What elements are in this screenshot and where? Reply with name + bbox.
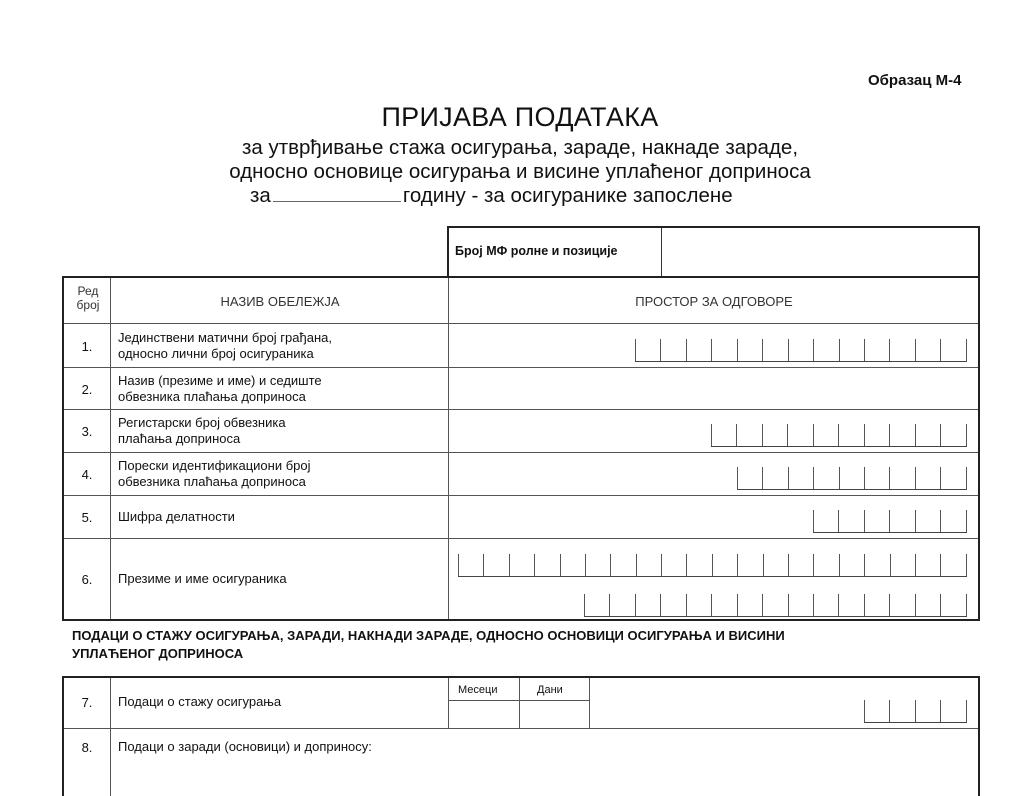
cell-tick <box>635 339 636 361</box>
cell-tick <box>636 554 637 576</box>
header-row-number-line1: Ред <box>77 284 99 298</box>
row-label: Подаци о стажу осигурања <box>118 694 282 709</box>
cell-tick <box>737 594 738 616</box>
cell-tick <box>584 594 585 616</box>
cell-tick <box>711 594 712 616</box>
form-title: ПРИЈАВА ПОДАТАКА <box>381 102 659 132</box>
activity-code-cells[interactable] <box>813 508 967 533</box>
row-label: Презиме и име осигураника <box>118 571 287 586</box>
row-label <box>118 458 438 490</box>
row-label <box>118 373 438 405</box>
row-label-line1: Порески идентификациони број <box>118 458 311 473</box>
col-divider-3 <box>519 678 520 728</box>
cell-tick <box>864 554 865 576</box>
cell-tick <box>839 339 840 361</box>
cell-tick <box>966 467 967 489</box>
row-number: 4. <box>81 467 93 482</box>
cell-tick <box>839 554 840 576</box>
payer-name-input[interactable] <box>450 368 978 408</box>
row-divider <box>64 495 978 496</box>
col-divider-2 <box>448 278 449 619</box>
cell-tick <box>889 510 890 532</box>
cell-tick <box>940 467 941 489</box>
cell-tick <box>788 467 789 489</box>
cell-tick <box>686 339 687 361</box>
cell-tick <box>864 424 865 446</box>
cell-tick <box>610 554 611 576</box>
cell-tick <box>762 424 763 446</box>
cell-tick <box>762 339 763 361</box>
cell-tick <box>483 554 484 576</box>
cell-tick <box>813 339 814 361</box>
row-label <box>118 415 438 447</box>
cell-tick <box>762 467 763 489</box>
data-table <box>62 276 980 621</box>
row-label: Шифра делатности <box>118 509 235 524</box>
cell-tick <box>839 467 840 489</box>
row-number: 1. <box>81 339 93 354</box>
cell-tick <box>788 554 789 576</box>
row-label: Подаци о заради (основици) и доприносу: <box>118 739 372 754</box>
days-label: Дани <box>537 684 563 696</box>
cell-tick <box>864 339 865 361</box>
cell-tick <box>889 424 890 446</box>
row-number: 5. <box>81 510 93 525</box>
mf-divider <box>661 228 662 276</box>
cell-tick <box>813 510 814 532</box>
subtitle-year-suffix: годину - за осигуранике запослене <box>402 184 733 207</box>
months-label: Месеци <box>458 684 498 696</box>
mf-roll-box <box>447 226 980 278</box>
insurance-data-table <box>62 676 980 796</box>
surname-cells[interactable] <box>458 552 967 577</box>
cell-tick <box>458 554 459 576</box>
first-name-cells[interactable] <box>584 592 967 617</box>
cell-tick <box>966 424 967 446</box>
cell-tick <box>560 554 561 576</box>
cell-tick <box>813 424 814 446</box>
cell-tick <box>940 594 941 616</box>
cell-tick <box>940 424 941 446</box>
cell-tick <box>711 339 712 361</box>
year-blank-field[interactable] <box>273 185 401 202</box>
row-divider <box>64 728 978 729</box>
form-subtitle-line3 <box>250 184 733 208</box>
row-label-line1: Јединствени матични број грађана, <box>118 330 332 345</box>
tax-id-cells[interactable] <box>737 465 967 490</box>
cell-tick <box>838 510 839 532</box>
cell-tick <box>915 594 916 616</box>
mf-roll-label: Број МФ ролне и позиције <box>455 244 618 258</box>
section-heading-line2: УПЛАЋЕНОГ ДОПРИНОСА <box>72 646 244 661</box>
cell-tick <box>635 594 636 616</box>
cell-tick <box>966 594 967 616</box>
row-divider <box>64 452 978 453</box>
row-number: 8. <box>81 740 93 755</box>
insurance-period-cells[interactable] <box>864 698 967 723</box>
section-heading-line1: ПОДАЦИ О СТАЖУ ОСИГУРАЊА, ЗАРАДИ, НАКНАДИ ЗАРАДЕ, ОДНОСНО ОСНОВИЦИ ОСИГУРАЊА И ВИСИНИ <box>72 628 785 643</box>
header-row-number-line2: број <box>76 298 100 312</box>
cell-tick <box>889 467 890 489</box>
cell-tick <box>686 554 687 576</box>
cell-tick <box>813 554 814 576</box>
cell-tick <box>915 700 916 722</box>
cell-tick <box>813 467 814 489</box>
cell-tick <box>966 554 967 576</box>
row-divider <box>64 409 978 410</box>
cell-tick <box>915 339 916 361</box>
days-input[interactable] <box>521 702 588 727</box>
cell-tick <box>737 554 738 576</box>
mf-roll-input[interactable] <box>663 228 978 276</box>
jmbg-cells[interactable] <box>635 337 967 362</box>
header-answer-space: ПРОСТОР ЗА ОДГОВОРЕ <box>635 294 793 309</box>
cell-tick <box>660 594 661 616</box>
form-subtitle-line1: за утврђивање стажа осигурања, зараде, накнаде зараде, <box>241 136 799 159</box>
row-number: 2. <box>81 382 93 397</box>
cell-tick <box>661 554 662 576</box>
cell-tick <box>686 594 687 616</box>
row-label-line2: обвезника плаћања доприноса <box>118 389 306 404</box>
cell-tick <box>940 554 941 576</box>
cell-tick <box>762 594 763 616</box>
cell-tick <box>838 424 839 446</box>
cell-tick <box>966 339 967 361</box>
cell-tick <box>509 554 510 576</box>
col-divider-4 <box>589 678 590 728</box>
cell-tick <box>915 554 916 576</box>
row-number: 6. <box>81 572 93 587</box>
months-input[interactable] <box>450 702 518 727</box>
registration-number-cells[interactable] <box>711 422 967 447</box>
cell-tick <box>534 554 535 576</box>
cell-tick <box>890 554 891 576</box>
row-label <box>118 330 438 362</box>
row-label-line1: Регистарски број обвезника <box>118 415 286 430</box>
col-divider-1 <box>110 278 111 619</box>
subheader-divider <box>448 700 589 701</box>
cell-tick <box>915 467 916 489</box>
cell-tick <box>915 424 916 446</box>
cell-tick <box>889 594 890 616</box>
cell-tick <box>940 339 941 361</box>
cell-tick <box>889 700 890 722</box>
cell-tick <box>838 594 839 616</box>
row-label-line2: обвезника плаћања доприноса <box>118 474 306 489</box>
cell-tick <box>966 510 967 532</box>
cell-tick <box>864 594 865 616</box>
cell-tick <box>864 700 865 722</box>
cell-tick <box>712 554 713 576</box>
row-number: 3. <box>81 424 93 439</box>
section-heading <box>72 627 972 663</box>
form-subtitle-line2: односно основице осигурања и висине уплаћеног доприноса <box>229 160 811 183</box>
header-row-number <box>66 284 110 312</box>
col-divider-1 <box>110 678 111 796</box>
cell-tick <box>737 467 738 489</box>
cell-tick <box>711 424 712 446</box>
row-label-line2: односно лични број осигураника <box>118 346 314 361</box>
cell-tick <box>788 339 789 361</box>
col-divider-2 <box>448 678 449 728</box>
cell-tick <box>660 339 661 361</box>
cell-tick <box>889 339 890 361</box>
row-label-line1: Назив (презиме и име) и седиште <box>118 373 322 388</box>
header-field-name: НАЗИВ ОБЕЛЕЖЈА <box>220 294 340 309</box>
cell-tick <box>864 467 865 489</box>
row-label-line2: плаћања доприноса <box>118 431 241 446</box>
cell-tick <box>787 424 788 446</box>
cell-tick <box>788 594 789 616</box>
cell-tick <box>763 554 764 576</box>
row-number: 7. <box>81 695 93 710</box>
cell-tick <box>737 339 738 361</box>
cell-tick <box>940 510 941 532</box>
row-divider <box>64 323 978 324</box>
subtitle-year-prefix: за <box>250 184 271 207</box>
form-code: Образац М-4 <box>868 72 962 89</box>
cell-tick <box>915 510 916 532</box>
row-divider <box>64 538 978 539</box>
cell-tick <box>813 594 814 616</box>
cell-tick <box>736 424 737 446</box>
cell-tick <box>609 594 610 616</box>
cell-tick <box>940 700 941 722</box>
cell-tick <box>966 700 967 722</box>
cell-tick <box>864 510 865 532</box>
cell-tick <box>585 554 586 576</box>
